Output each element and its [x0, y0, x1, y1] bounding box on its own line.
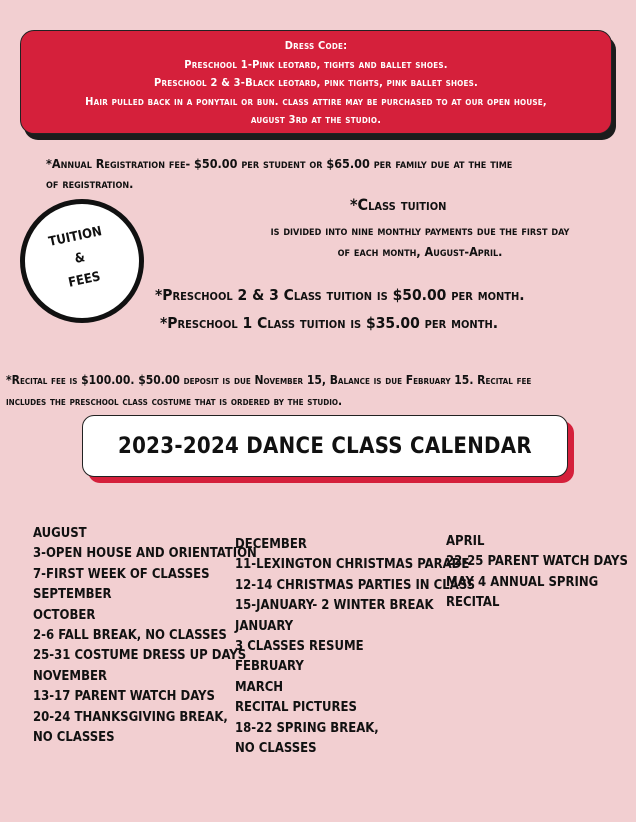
calendar-entry: 11-LEXINGTON CHRISTMAS PARADE	[235, 557, 470, 573]
dress-code-line: Preschool 2 & 3-Black leotard, pink tights, pink ballet shoes.	[154, 76, 478, 89]
calendar-entry: 25-31 COSTUME DRESS UP DAYS	[33, 648, 247, 664]
calendar-entry: SEPTEMBER	[33, 587, 112, 603]
registration-fee-text	[46, 154, 512, 194]
calendar-column-3	[446, 532, 628, 614]
tuition-fees-badge	[20, 199, 144, 323]
tuition-line: of each month, August-April.	[337, 244, 503, 259]
calendar-entry: NOVEMBER	[33, 668, 107, 684]
calendar-entry: 3-OPEN HOUSE AND ORIENTATION	[33, 546, 257, 562]
dress-code-title: Dress Code:	[284, 39, 348, 52]
calendar-entry: 2-6 FALL BREAK, NO CLASSES	[33, 628, 227, 644]
calendar-entry: AUGUST	[33, 526, 87, 541]
calendar-entry: 12-14 CHRISTMAS PARTIES IN CLASS	[235, 577, 476, 593]
calendar-entry: OCTOBER	[33, 607, 96, 623]
tuition-line: is divided into nine monthly payments due the first day	[270, 223, 570, 238]
dress-code-banner	[20, 30, 612, 134]
calendar-entry: NO CLASSES	[235, 741, 317, 757]
tuition-description	[220, 220, 620, 262]
calendar-entry: MARCH	[235, 679, 284, 695]
registration-line: of registration.	[46, 176, 134, 191]
badge-line: TUITION	[47, 224, 104, 250]
calendar-column-1	[33, 524, 257, 748]
calendar-entry: 22-25 PARENT WATCH DAYS	[446, 554, 628, 570]
badge-label	[19, 215, 140, 302]
badge-line: &	[73, 250, 87, 267]
registration-line: *Annual Registration fee- $50.00 per student or $65.00 per family due at the time	[46, 156, 513, 171]
recital-fee-text	[6, 370, 531, 412]
calendar-heading-box	[82, 415, 568, 477]
badge-line: FEES	[67, 269, 102, 291]
calendar-entry: JANUARY	[235, 618, 294, 634]
calendar-title: 2023-2024 DANCE CLASS CALENDAR	[118, 433, 532, 459]
tuition-title: *Class tuition	[350, 195, 447, 214]
calendar-entry: 13-17 PARENT WATCH DAYS	[33, 689, 215, 705]
calendar-entry: 20-24 THANKSGIVING BREAK,	[33, 709, 228, 725]
calendar-entry: APRIL	[446, 534, 485, 549]
calendar-entry: MAY 4 ANNUAL SPRING	[446, 574, 599, 590]
calendar-entry: 7-FIRST WEEK OF CLASSES	[33, 566, 210, 582]
calendar-entry: 3 CLASSES RESUME	[235, 639, 364, 655]
calendar-entry: FEBRUARY	[235, 659, 304, 675]
calendar-column-2	[235, 535, 475, 759]
preschool-23-tuition: *Preschool 2 & 3 Class tuition is $50.00 per month.	[155, 286, 525, 304]
calendar-entry: NO CLASSES	[33, 730, 115, 746]
calendar-entry: RECITAL PICTURES	[235, 700, 357, 716]
calendar-entry: 15-JANUARY- 2 WINTER BREAK	[235, 598, 434, 614]
dress-code-line: Preschool 1-Pink leotard, tights and ballet shoes.	[184, 57, 448, 71]
recital-line: *Recital fee is $100.00. $50.00 deposit is due November 15, Balance is due February 15. Recital fee	[6, 373, 532, 387]
calendar-entry: RECITAL	[446, 595, 500, 611]
preschool-1-tuition: *Preschool 1 Class tuition is $35.00 per month.	[160, 314, 499, 332]
dress-code-line: Hair pulled back in a ponytail or bun. class attire may be purchased to at our open house,	[85, 94, 547, 108]
calendar-entry: DECEMBER	[235, 537, 307, 552]
recital-line: includes the preschool class costume that is ordered by the studio.	[6, 394, 343, 408]
calendar-entry: 18-22 SPRING BREAK,	[235, 720, 379, 736]
dress-code-line: august 3rd at the studio.	[250, 113, 382, 126]
